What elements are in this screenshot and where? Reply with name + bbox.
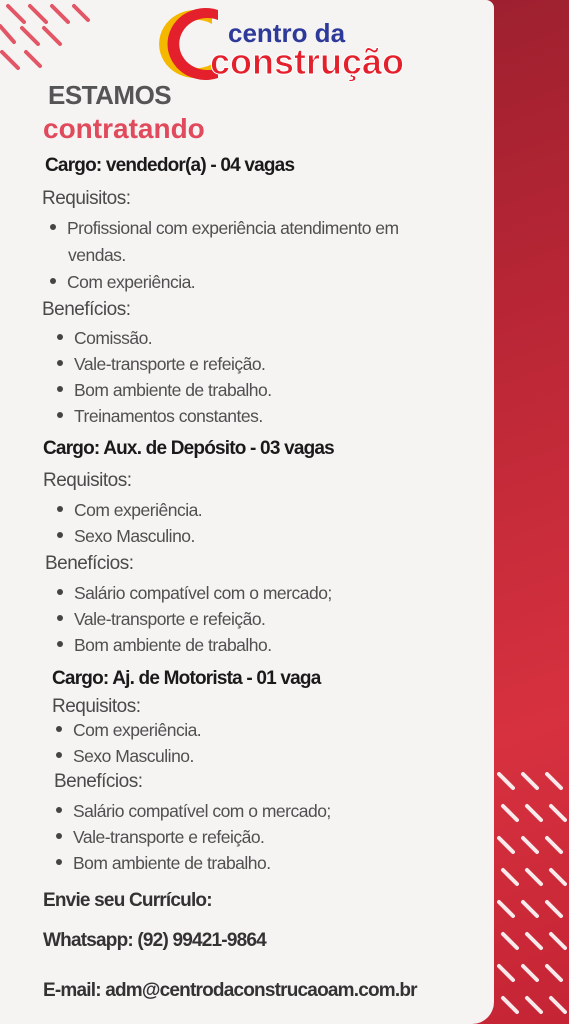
job1-requirement-1-cont: vendas.: [68, 245, 126, 265]
headline-estamos: ESTAMOS: [48, 80, 172, 110]
centro-da-construcao-logo: [140, 6, 470, 82]
job1-requirements-label: Requisitos:: [42, 188, 131, 209]
bullet-icon: [57, 412, 63, 418]
job2-benefit-1: [57, 583, 332, 604]
bullet-icon: [57, 641, 63, 647]
bullet-icon: [57, 386, 63, 392]
job1-requirement-2: [50, 272, 195, 293]
job2-requirement-2-text: Sexo Masculino.: [74, 526, 195, 546]
job1-title: Cargo: vendedor(a) - 04 vagas: [45, 155, 295, 176]
job1-benefit-1: [57, 328, 152, 349]
job1-benefit-2: [57, 354, 265, 375]
job2-benefit-3-text: Bom ambiente de trabalho.: [74, 635, 272, 655]
job3-requirement-2-text: Sexo Masculino.: [73, 746, 194, 766]
bullet-icon: [57, 334, 63, 340]
bullet-icon: [57, 615, 63, 621]
job3-benefit-1: [56, 801, 331, 822]
job1-benefit-3: [57, 380, 272, 401]
bullet-icon: [56, 833, 62, 839]
bullet-icon: [57, 506, 63, 512]
job1-benefit-1-text: Comissão.: [74, 328, 153, 348]
job3-requirement-2: [56, 746, 194, 767]
whatsapp-contact[interactable]: Whatsapp: (92) 99421-9864: [43, 930, 266, 951]
job3-benefits-label: Benefícios:: [54, 771, 143, 792]
logo-line2: construção: [210, 41, 405, 82]
bullet-icon: [50, 278, 56, 284]
logo-line1: centro da: [228, 18, 346, 48]
job1-requirement-2-text: Com experiência.: [67, 272, 196, 292]
job1-requirement-1: [50, 218, 399, 239]
job2-benefit-3: [57, 635, 272, 656]
bullet-icon: [50, 224, 56, 230]
job3-title: Cargo: Aj. de Motorista - 01 vaga: [52, 668, 321, 689]
job2-requirement-1-text: Com experiência.: [74, 500, 203, 520]
job3-requirements-label: Requisitos:: [52, 696, 141, 717]
bullet-icon: [57, 532, 63, 538]
job1-benefits-label: Benefícios:: [42, 299, 131, 320]
job2-benefit-2: [57, 609, 265, 630]
job2-benefits-label: Benefícios:: [45, 553, 134, 574]
job2-benefit-2-text: Vale-transporte e refeição.: [74, 609, 266, 629]
bullet-icon: [57, 589, 63, 595]
bullet-icon: [56, 752, 62, 758]
bullet-icon: [56, 859, 62, 865]
job3-requirement-1-text: Com experiência.: [73, 720, 202, 740]
job2-requirements-label: Requisitos:: [43, 470, 132, 491]
headline-contratando: contratando: [43, 113, 205, 144]
job2-title: Cargo: Aux. de Depósito - 03 vagas: [43, 438, 334, 459]
job1-benefit-4-text: Treinamentos constantes.: [74, 406, 263, 426]
job2-requirement-1: [57, 500, 202, 521]
job1-requirement-1-text: Profissional com experiência atendimento em: [67, 218, 399, 238]
bullet-icon: [57, 360, 63, 366]
email-contact[interactable]: E-mail: adm@centrodaconstrucaoam.com.br: [43, 980, 417, 1001]
job3-benefit-3: [56, 853, 271, 874]
send-cv-label: Envie seu Currículo:: [43, 890, 212, 911]
job3-benefit-3-text: Bom ambiente de trabalho.: [73, 853, 271, 873]
job1-benefit-3-text: Bom ambiente de trabalho.: [74, 380, 272, 400]
job2-benefit-1-text: Salário compatível com o mercado;: [74, 583, 332, 603]
job3-benefit-2: [56, 827, 264, 848]
job2-requirement-2: [57, 526, 195, 547]
job3-requirement-1: [56, 720, 201, 741]
decorative-stripes-top: [0, 0, 95, 80]
bullet-icon: [56, 807, 62, 813]
job1-benefit-2-text: Vale-transporte e refeição.: [74, 354, 266, 374]
job1-benefit-4: [57, 406, 263, 427]
decorative-stripes-bottom: [495, 770, 569, 1024]
job3-benefit-2-text: Vale-transporte e refeição.: [73, 827, 265, 847]
bullet-icon: [56, 726, 62, 732]
job3-benefit-1-text: Salário compatível com o mercado;: [73, 801, 331, 821]
